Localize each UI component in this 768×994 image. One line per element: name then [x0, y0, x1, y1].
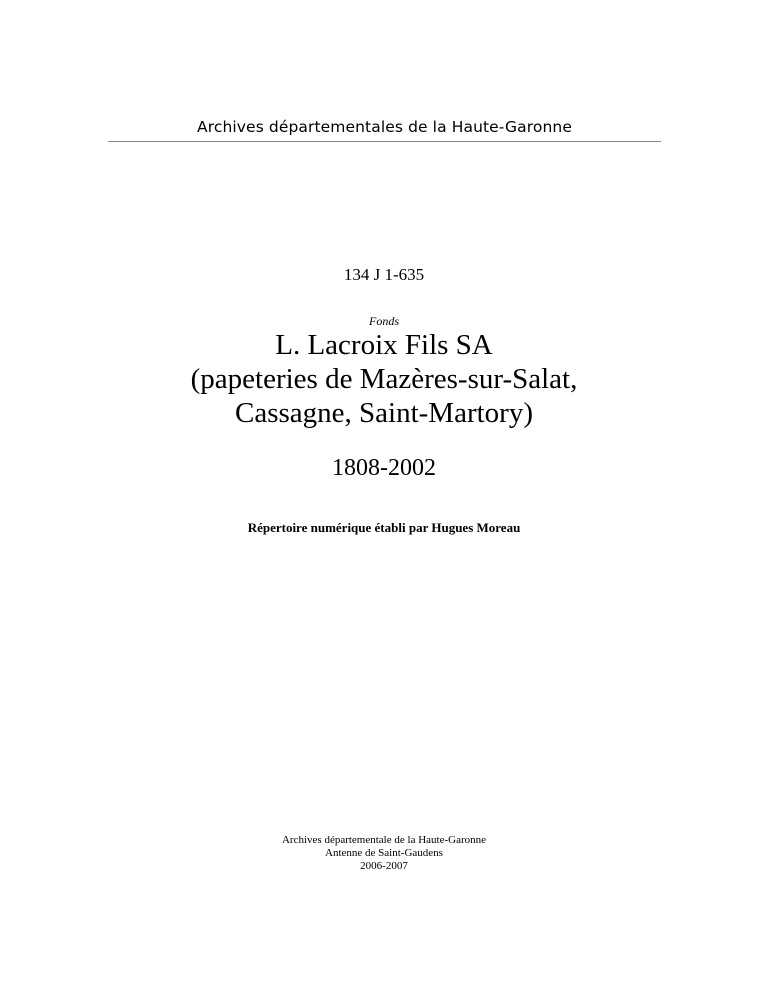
footer-block: [0, 834, 768, 873]
document-title: [0, 328, 768, 430]
footer-line-1: Archives départementale de la Haute-Garonne: [281, 834, 486, 846]
title-line-3: Cassagne, Saint-Martory): [235, 397, 533, 429]
title-line-2: (papeteries de Mazères-sur-Salat,: [190, 363, 578, 395]
title-line-1: L. Lacroix Fils SA: [275, 329, 493, 361]
fonds-label: Fonds: [369, 314, 399, 328]
author-line: Répertoire numérique établi par Hugues Moreau: [247, 520, 521, 535]
footer-line-3: 2006-2007: [360, 860, 408, 872]
header-institution: Archives départementales de la Haute-Garonne: [108, 118, 661, 142]
date-range: 1808-2002: [332, 455, 436, 481]
footer-line-2: Antenne de Saint-Gaudens: [325, 847, 443, 859]
archive-reference: 134 J 1-635: [343, 265, 425, 284]
